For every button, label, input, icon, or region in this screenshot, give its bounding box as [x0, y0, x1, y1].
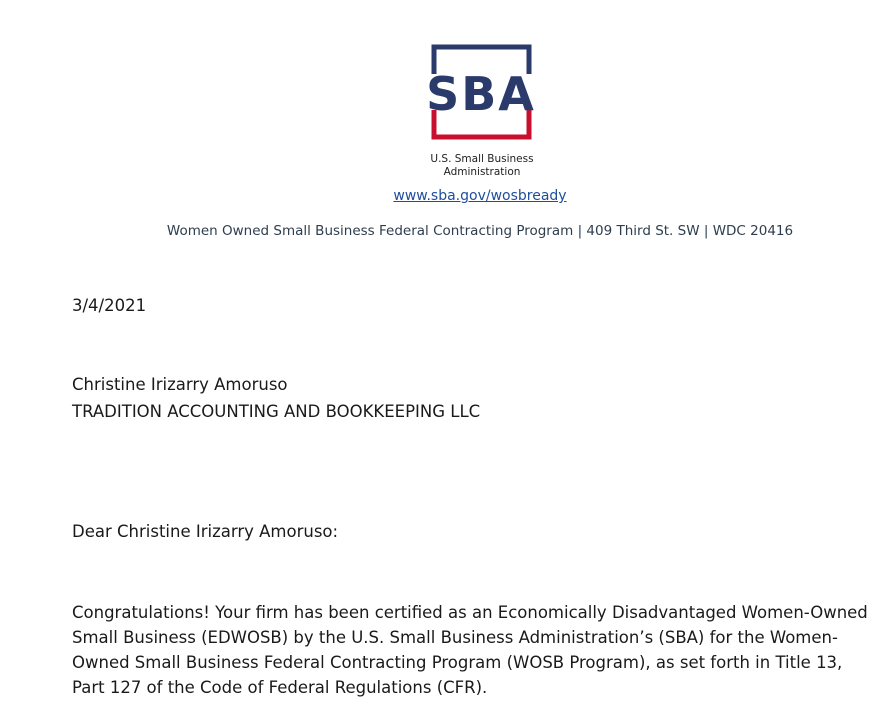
program-address-line: Women Owned Small Business Federal Contracting Program | 409 Third St. SW | WDC 20416 — [166, 223, 794, 239]
agency-name-line1: U.S. Small Business — [430, 153, 534, 165]
salutation: Dear Christine Irizarry Amoruso: — [72, 522, 339, 541]
recipient-company: TRADITION ACCOUNTING AND BOOKKEEPING LLC — [72, 402, 481, 421]
body-line: Small Business (EDWOSB) by the U.S. Small Business Administration’s (SBA) for the Women- — [72, 628, 838, 647]
body-line: Part 127 of the Code of Federal Regulations (CFR). — [72, 678, 488, 697]
agency-name — [380, 153, 584, 179]
sba-logo-graphic — [414, 44, 544, 142]
website-link[interactable]: www.sba.gov/wosbready — [393, 188, 567, 204]
agency-name-line2: Administration — [443, 166, 521, 178]
sba-logo-text: SBA — [426, 67, 536, 121]
body-line: Owned Small Business Federal Contracting Program (WOSB Program), as set forth in Title 13, — [72, 653, 843, 672]
letter-date: 3/4/2021 — [72, 296, 147, 315]
sba-logo — [414, 44, 544, 142]
body-paragraph — [72, 600, 880, 700]
recipient-name: Christine Irizarry Amoruso — [72, 375, 288, 394]
body-line: Congratulations! Your firm has been certified as an Economically Disadvantaged Women-Owned — [72, 603, 868, 622]
